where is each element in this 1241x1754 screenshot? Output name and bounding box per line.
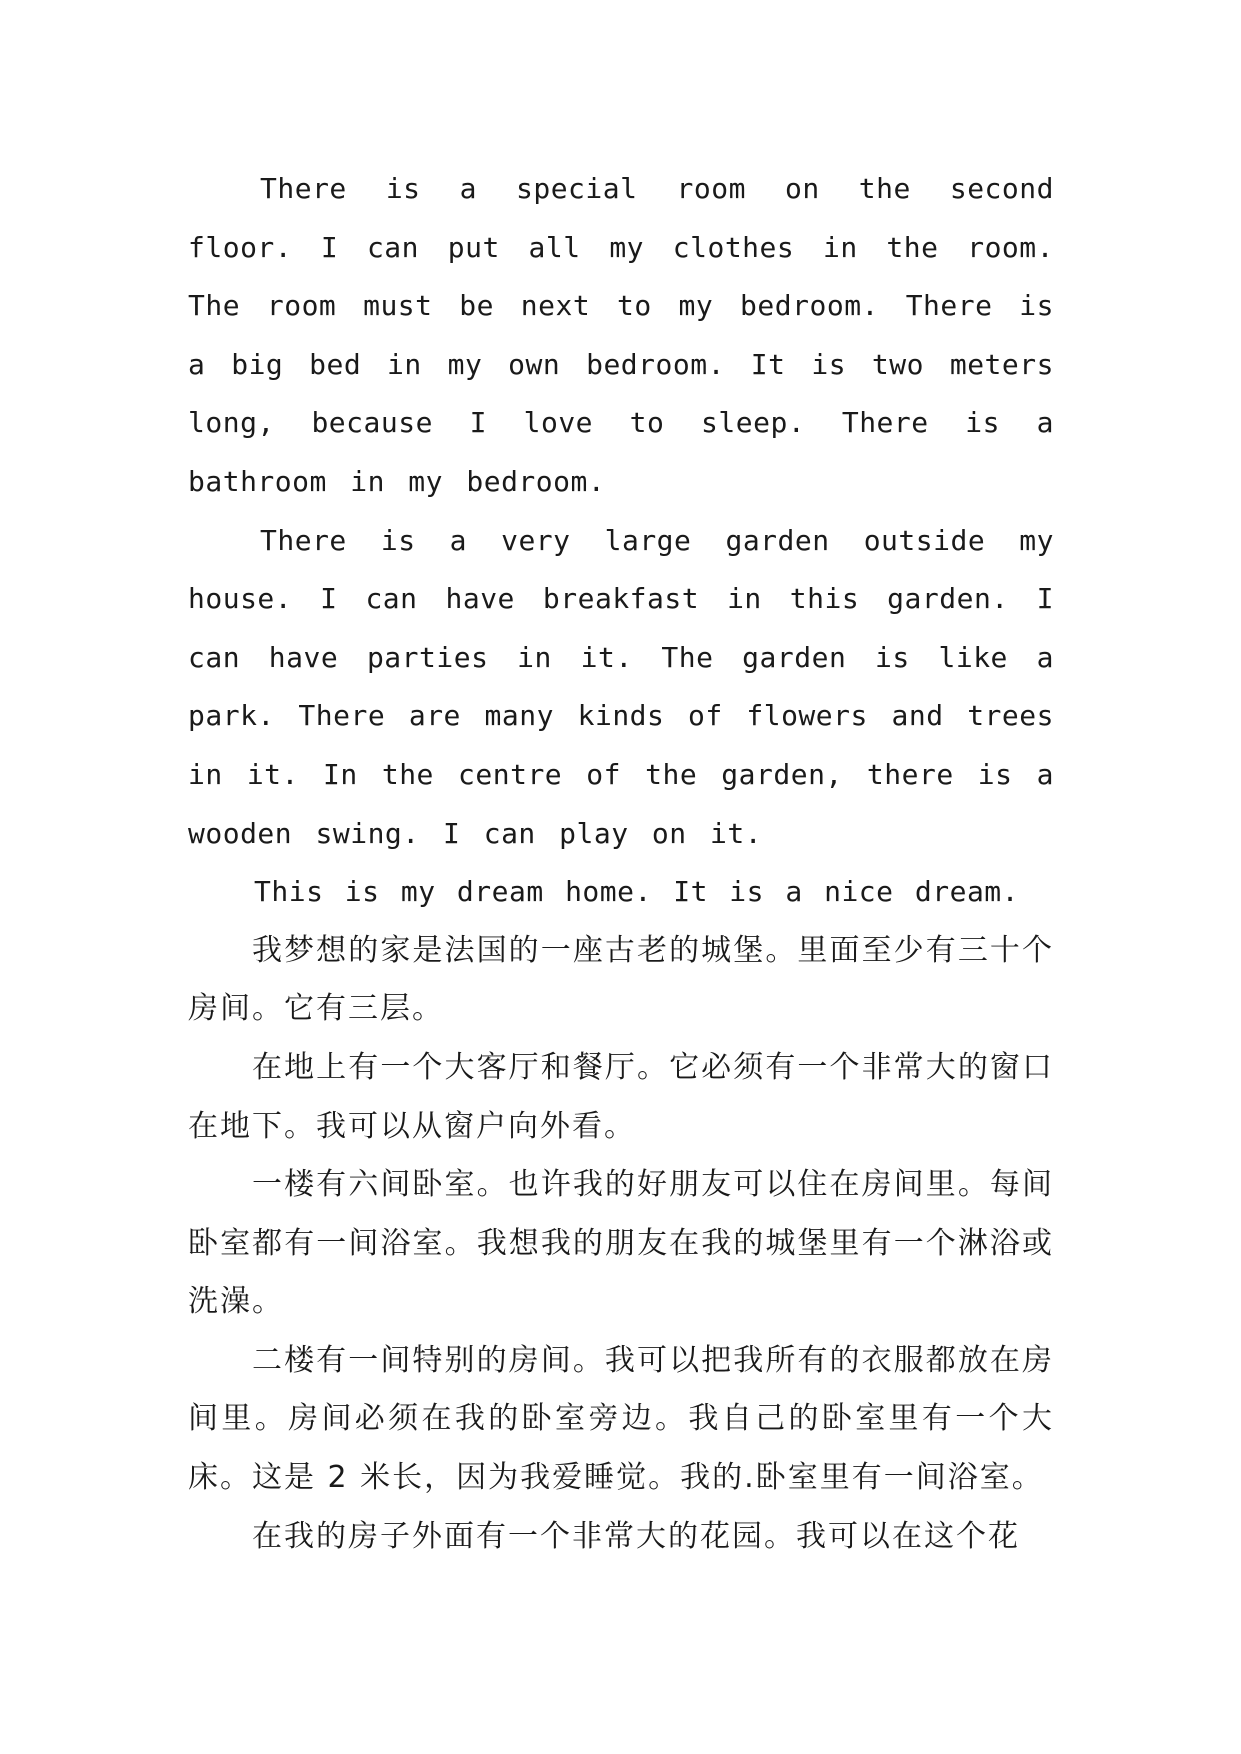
paragraph-zh-garden: 在我的房子外面有一个非常大的花园。我可以在这个花 xyxy=(252,1518,1020,1554)
document-page xyxy=(188,160,1054,1566)
paragraph-zh-second-floor: 二楼有一间特别的房间。我可以把我所有的衣服都放在房间里。房间必须在我的卧室旁边。我自己的卧室里有一个大床。这是 2 米长，因为我爱睡觉。我的.卧室里有一间浴室。 xyxy=(188,1342,1054,1496)
paragraph-zh-living-room: 在地上有一个大客厅和餐厅。它必须有一个非常大的窗口在地下。我可以从窗户向外看。 xyxy=(188,1049,1054,1144)
paragraph-zh-castle: 我梦想的家是法国的一座古老的城堡。里面至少有三十个房间。它有三层。 xyxy=(188,932,1054,1027)
paragraph-dream-home: This is my dream home. It is a nice dream. xyxy=(254,875,1020,909)
paragraph-garden: There is a very large garden outside my house. I can have breakfast in this garden. I can have parties in it. The garden is like a park. There are many kinds of flowers and trees in it. In the centre of the garden, there is a wooden swing. I can play on it. xyxy=(188,523,1054,850)
paragraph-special-room: There is a special room on the second floor. I can put all my clothes in the room. The room must be next to my bedroom. There is a big bed in my own bedroom. It is two meters long, because I love to sleep. There is a bathroom in my bedroom. xyxy=(188,172,1054,498)
paragraph-zh-first-floor: 一楼有六间卧室。也许我的好朋友可以住在房间里。每间卧室都有一间浴室。我想我的朋友在我的城堡里有一个淋浴或洗澡。 xyxy=(188,1167,1054,1320)
